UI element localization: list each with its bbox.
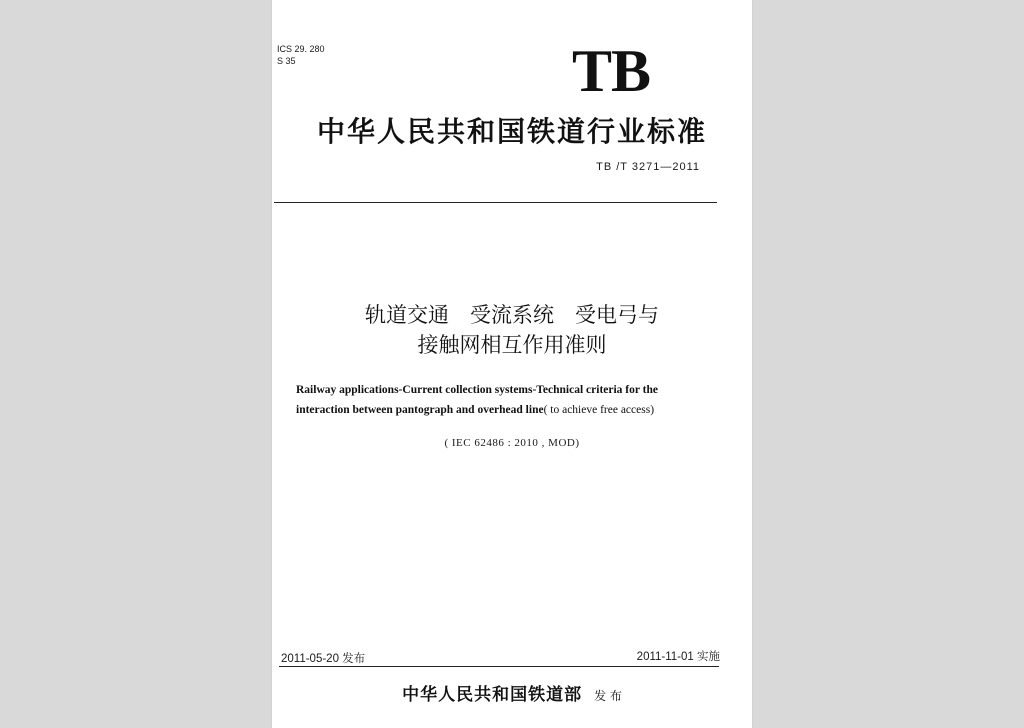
iec-equivalence: ( IEC 62486 : 2010 , MOD) (444, 437, 580, 449)
ccs-code: S 35 (277, 56, 296, 66)
publisher-name: 中华人民共和国铁道部 (402, 685, 583, 705)
chinese-title (272, 300, 752, 360)
standard-number: TB /T 3271—2011 (596, 161, 700, 173)
footer-divider (279, 666, 719, 667)
tb-logo: TB (572, 38, 651, 104)
classification-codes (277, 43, 325, 67)
chinese-title-line-1: 轨道交通 受流系统 受电弓与 (365, 303, 659, 327)
ics-code: ICS 29. 280 (277, 44, 325, 54)
document-page (272, 0, 752, 728)
publisher-line (272, 680, 752, 705)
chinese-title-line-2: 接触网相互作用准则 (417, 333, 607, 357)
publisher-action: 发 布 (594, 689, 622, 703)
english-title (296, 380, 736, 420)
english-title-line-2 (296, 400, 736, 420)
english-title-line-2-text: interaction between pantograph and overhead line (296, 404, 544, 416)
issue-date: 2011-05-20 发布 (281, 653, 366, 665)
standard-type-heading: 中华人民共和国铁道行业标准 (316, 115, 707, 148)
english-title-note: ( to achieve free access) (543, 404, 655, 416)
implementation-date: 2011-11-01 实施 (636, 651, 720, 663)
header-divider (274, 202, 717, 203)
english-title-line-1: Railway applications-Current collection systems-Technical criteria for the (296, 384, 658, 396)
